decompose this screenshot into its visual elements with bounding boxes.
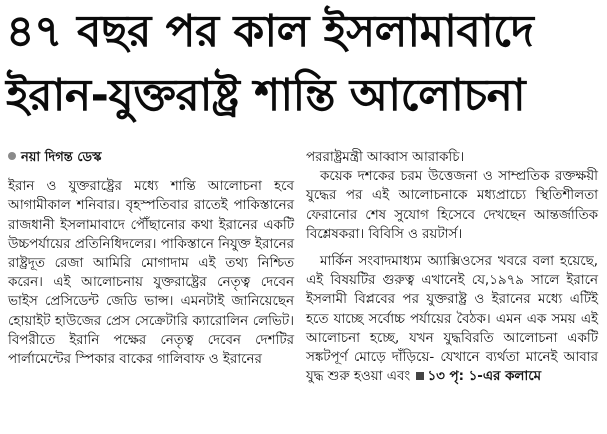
article-paragraph-1: ইরান ও যুক্তরাষ্ট্রের মধ্যে শান্তি আলোচনা হবে আগামীকাল শনিবার। বৃহস্পতিবার রাতেই পাকিস্তানের রাজধানী ইসলামাবাদে পৌঁছানোর কথা ইরানের একটি উচ্চপর্যায়ের প্রতিনিধিদলের। পাকিস্তানে নিযুক্ত ইরানের রাষ্ট্রদূত রেজা আমিরি মোগাদাম এই তথ্য নিশ্চিত করেন। এই আলোচনায় যুক্তরাষ্ট্রের নেতৃত্ব দেবেন ভাইস প্রেসিডেন্ট জেডি ভান্স। এমনটাই জানিয়েছেন হোয়াইট হাউজের প্রেস সেক্রেটারি ক্যারোলিন লেভিট। বিপরীতে ইরানি পক্ষের নেতৃত্ব দেবেন দেশটির পার্লামেন্টের স্পিকার বাকের গালিবাফ ও ইরানের xyxy=(8,179,294,368)
left-column xyxy=(8,148,294,369)
headline-line-1: ৪৭ বছর পর কাল ইসলামাবাদে xyxy=(6,6,534,57)
article-paragraph-2: কয়েক দশকের চরম উত্তেজনা ও সাম্প্রতিক রক্তক্ষয়ী যুদ্ধের পর এই আলোচনাকে মধ্যপ্রাচ্যে স্থিতিশীলতা ফেরানোর শেষ সুযোগ হিসেবে দেখছেন আন্তর্জাতিক বিশ্লেষকরা। বিবিসি ও রয়টার্স। xyxy=(306,169,598,242)
byline-text: নয়া দিগন্ত ডেস্ক xyxy=(21,150,102,165)
byline xyxy=(8,148,294,167)
right-column xyxy=(306,148,598,386)
article-continuation: পররাষ্ট্রমন্ত্রী আব্বাস আরাকচি। xyxy=(306,150,465,165)
article-paragraph-3 xyxy=(306,252,598,386)
bullet-icon xyxy=(8,152,16,160)
square-icon xyxy=(416,372,424,380)
headline-line-2: ইরান-যুক্তরাষ্ট্র শান্তি আলোচনা xyxy=(6,70,526,121)
continued-on-reference: ১৩ পৃ: ১-এর কলামে xyxy=(427,369,542,385)
article-paragraph-3-text: মার্কিন সংবাদমাধ্যম অ্যাক্সিওসের খবরে বলা হয়েছে, এই বিষয়টির গুরুত্ব এখানেই যে,১৯৭৯ সালে ইরানে ইসলামী বিপ্লবের পর যুক্তরাষ্ট্র ও ইরানের মধ্যে এটিই হতে যাচ্ছে সর্বোচ্চ পর্যায়ের বৈঠক। এমন এক সময় এই আলোচনা হচ্ছে, যখন যুদ্ধবিরতি আলোচনা একটি সঙ্কটপূর্ণ মোড়ে দাঁড়িয়ে- যেখানে ব্যর্থতা মানেই আবার যুদ্ধ শুরু হওয়া এবং xyxy=(306,254,598,385)
